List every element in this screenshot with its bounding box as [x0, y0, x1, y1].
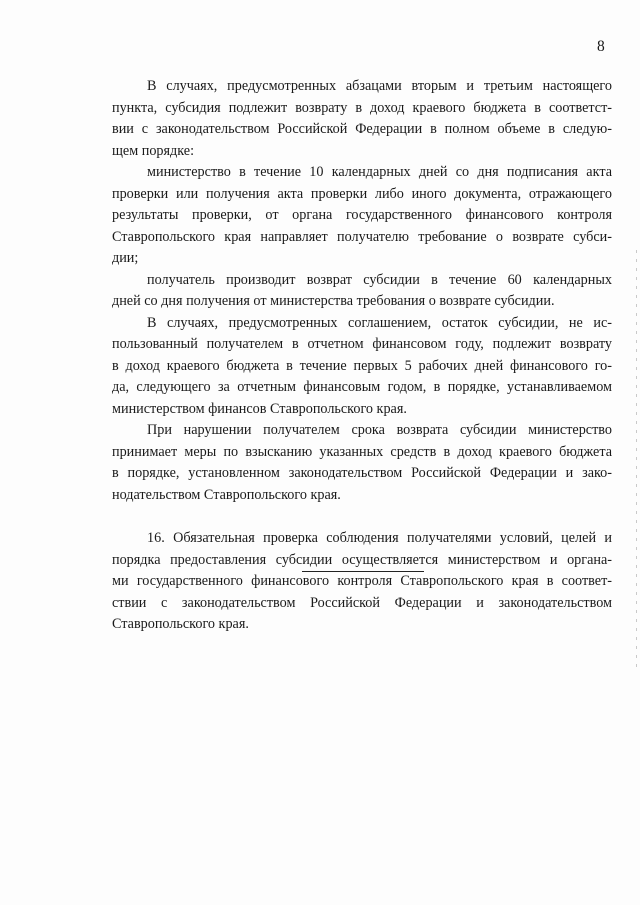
text-line: При нарушении получателем срока возврата субсидии министерство — [147, 422, 612, 438]
text-line: министерством финансов Ставропольского края. — [112, 400, 407, 417]
text-line: пользованный получателем в отчетном финансовом году, подлежит возврату — [112, 336, 612, 352]
scan-artifact — [636, 250, 637, 670]
text-line: да, следующего за отчетным финансовым годом, в порядке, устанавливаемом — [112, 379, 612, 395]
text-line: результаты проверки, от органа государственного финансового контроля — [112, 207, 612, 223]
paragraph-spacer — [112, 506, 612, 528]
page-number: 8 — [597, 38, 605, 55]
text-line: ствии с законодательством Российской Федерации и законодательством — [112, 594, 612, 611]
text-line: нодательством Ставропольского края. — [112, 486, 341, 503]
text-line: ми государственного финансового контроля Ставропольского края в соответ- — [112, 573, 612, 589]
paragraph-section-16 — [112, 528, 612, 636]
text-line: пункта, субсидия подлежит возврату в доход краевого бюджета в соответст- — [112, 99, 612, 116]
text-line: Ставропольского края. — [112, 616, 249, 632]
text-line: 16. Обязательная проверка соблюдения получателями условий, целей и — [147, 530, 612, 546]
text-line: в доход краевого бюджета в течение первых 5 рабочих дней финансового го- — [112, 357, 612, 374]
text-line: министерство в течение 10 календарных дней со дня подписания акта — [147, 164, 612, 180]
document-body — [112, 76, 612, 636]
text-line: принимает меры по взысканию указанных средств в доход краевого бюджета — [112, 443, 612, 460]
text-line: проверки или получения акта проверки либо иного документа, отражающего — [112, 185, 612, 202]
text-line: щем порядке: — [112, 142, 195, 159]
paragraph-recovery-measures — [112, 420, 612, 506]
closing-rule — [302, 571, 424, 572]
paragraph-unused-balance — [112, 313, 612, 421]
text-line: получатель производит возврат субсидии в течение 60 календарных — [147, 271, 612, 288]
paragraph-recipient-refund — [112, 270, 612, 313]
text-line: порядка предоставления субсидии осуществляется министерством и органа- — [112, 551, 612, 568]
text-line: вии с законодательством Российской Федерации в полном объеме в следую- — [112, 121, 612, 137]
text-line: дии; — [112, 250, 139, 266]
paragraph-refund-procedure — [112, 76, 612, 162]
text-line: дней со дня получения от министерства требования о возврате субсидии. — [112, 293, 555, 309]
text-line: В случаях, предусмотренных абзацами вторым и третьим настоящего — [147, 78, 612, 94]
text-line: в порядке, установленном законодательством Российской Федерации и зако- — [112, 465, 612, 481]
paragraph-ministry-demand — [112, 162, 612, 270]
text-line: В случаях, предусмотренных соглашением, остаток субсидии, не ис- — [147, 314, 612, 331]
text-line: Ставропольского края направляет получателю требование о возврате субси- — [112, 228, 612, 245]
